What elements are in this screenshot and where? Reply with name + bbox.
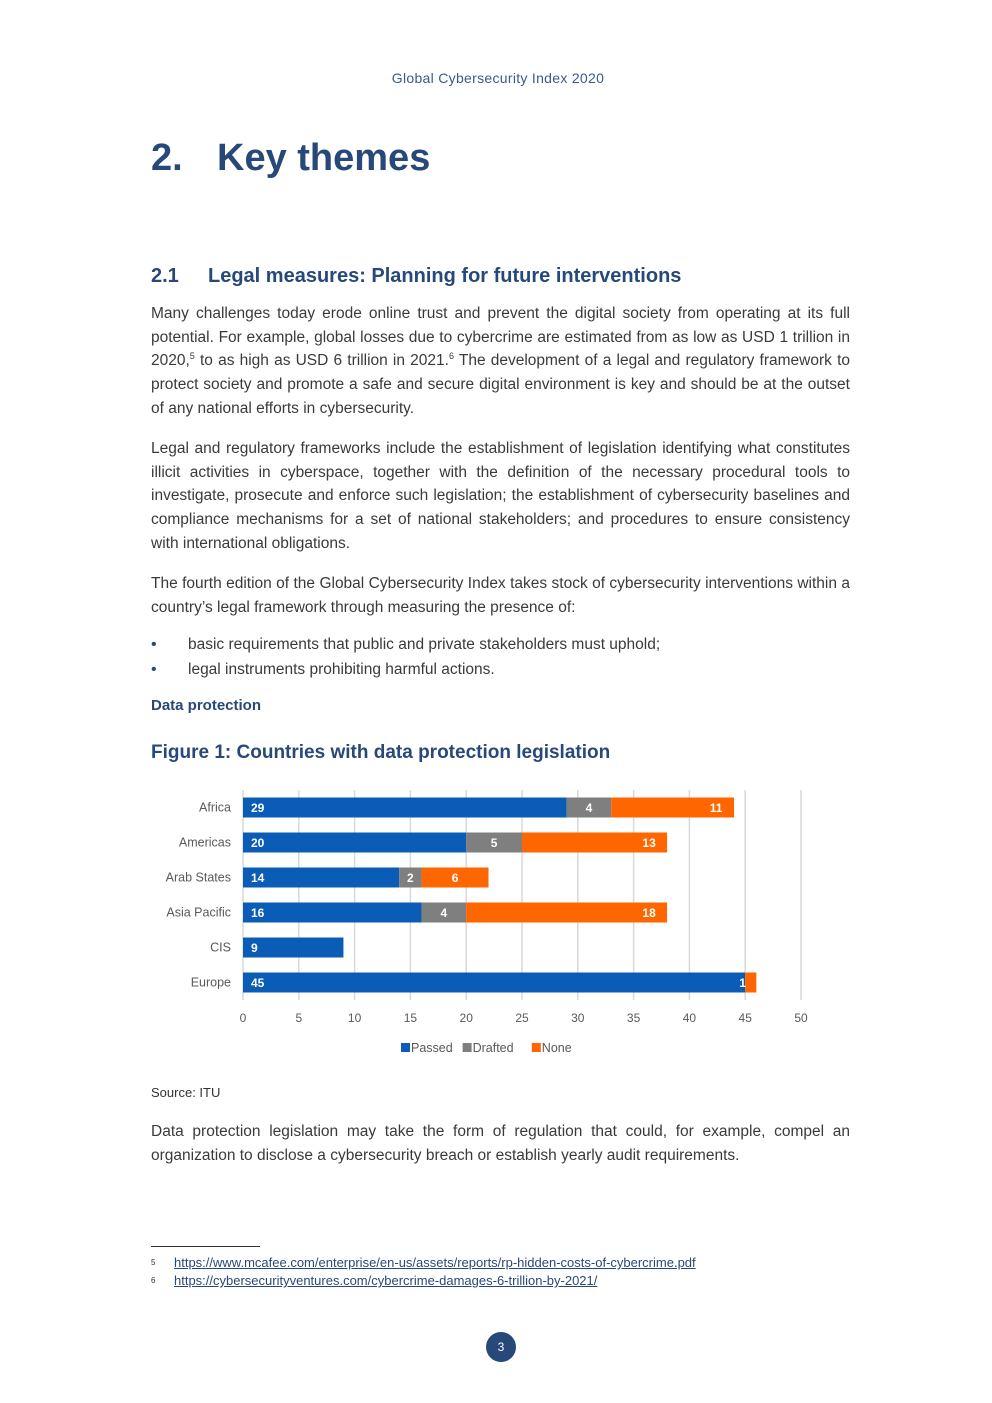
legend-label: Drafted	[472, 1041, 514, 1055]
x-tick-label: 50	[794, 1011, 808, 1025]
paragraph-2: Legal and regulatory frameworks include the establishment of legislation identifying what constitutes illicit activities in cyberspace, together with the definition of the necessary procedural tools to investigate, prosecute and enforce such legislation; the establishment of cybersecurity baselines and compliance mechanisms for a set of national stakeholders; and procedures to ensure consistency with international obligations.	[151, 440, 850, 552]
x-tick-label: 25	[515, 1011, 529, 1025]
footnote-ref-5[interactable]: 5	[189, 351, 195, 362]
bullet-icon: •	[151, 636, 157, 653]
bullet-item	[151, 657, 850, 682]
category-label: CIS	[210, 940, 231, 955]
bullet-list	[151, 632, 850, 682]
data-label: 11	[709, 801, 723, 815]
footnote-mark: 5	[151, 1258, 156, 1267]
section-number: 2.1	[151, 265, 179, 287]
data-label: 20	[251, 836, 265, 850]
x-tick-label: 35	[626, 1011, 641, 1025]
bar-segment-passed	[243, 868, 399, 888]
footnote-5	[151, 1254, 696, 1271]
subheading-data-protection: Data protection	[151, 697, 262, 714]
bar-segment-passed	[243, 903, 422, 923]
running-header: Global Cybersecurity Index 2020	[391, 70, 605, 86]
bullet-text: basic requirements that public and private stakeholders must uphold;	[188, 636, 661, 653]
data-label: 14	[251, 871, 265, 885]
x-tick-label: 15	[403, 1011, 418, 1025]
footnote-divider	[151, 1246, 260, 1247]
x-tick-label: 0	[239, 1011, 247, 1025]
x-tick-label: 20	[459, 1011, 473, 1025]
data-label: 29	[251, 801, 265, 815]
category-label: Europe	[190, 975, 231, 990]
data-label: 16	[251, 906, 265, 920]
bar-segment-passed	[243, 833, 466, 853]
data-label: 5	[490, 836, 498, 850]
paragraph-3: The fourth edition of the Global Cybersecurity Index takes stock of cybersecurity interventions within a country’s legal framework through measuring the presence of:	[151, 575, 850, 616]
chapter-number: 2.	[151, 137, 183, 179]
category-label: Asia Pacific	[166, 905, 231, 920]
bar-segment-passed	[243, 973, 745, 993]
figure-source: Source: ITU	[151, 1085, 221, 1100]
bullet-text: legal instruments prohibiting harmful actions.	[188, 661, 495, 678]
chapter-title	[151, 136, 430, 180]
data-label: 6	[451, 871, 459, 885]
bar-segment-none	[745, 973, 756, 993]
bullet-icon: •	[151, 661, 157, 678]
stacked-bar-chart	[151, 780, 831, 1070]
paragraph-1-part-b: to as high as USD 6 trillion in 2021.	[194, 352, 449, 370]
bullet-item	[151, 632, 850, 657]
footnote-mark: 6	[151, 1276, 156, 1285]
data-label: 4	[440, 906, 448, 920]
paragraph-4: Data protection legislation may take the form of regulation that could, for example, compel an organization to disclose a cybersecurity breach or establish yearly audit requirements.	[151, 1123, 850, 1164]
data-label: 9	[251, 941, 258, 955]
data-label: 1	[739, 976, 746, 990]
data-label: 45	[251, 976, 265, 990]
data-label: 13	[642, 836, 656, 850]
x-tick-label: 5	[295, 1011, 303, 1025]
data-label: 4	[585, 801, 593, 815]
legend-label: Passed	[411, 1041, 453, 1055]
page-number-badge: 3	[486, 1332, 516, 1362]
legend-swatch-passed	[401, 1043, 410, 1052]
footnote-ref-6[interactable]: 6	[448, 351, 454, 362]
x-tick-label: 40	[682, 1011, 697, 1025]
section-title	[151, 263, 681, 289]
legend-swatch-drafted	[463, 1043, 472, 1052]
figure-title: Figure 1: Countries with data protection legislation	[151, 742, 611, 763]
footnote-6	[151, 1272, 597, 1289]
paragraph-1-part-c: The development of a legal and regulatory framework to protect society and promote a safe and secure digital environment is key and should be at the outset of any national efforts in cybersecurity.	[151, 352, 850, 417]
category-label: Americas	[178, 835, 231, 850]
data-label: 18	[642, 906, 656, 920]
bar-segment-passed	[243, 938, 343, 958]
x-tick-label: 10	[347, 1011, 362, 1025]
x-tick-label: 45	[738, 1011, 752, 1025]
data-label: 2	[407, 871, 414, 885]
bar-segment-passed	[243, 798, 567, 818]
category-label: Africa	[199, 800, 231, 815]
x-tick-label: 30	[571, 1011, 585, 1025]
section-title-text: Legal measures: Planning for future interventions	[208, 265, 682, 287]
legend-swatch-none	[532, 1043, 541, 1052]
paragraph-1-part-a: Many challenges today erode online trust and prevent the digital society from operating at its full potential. For example, global losses due to cybercrime are estimated from as low as USD 1 trillion in 2020,	[151, 305, 850, 370]
bar-segment-none	[466, 903, 667, 923]
category-label: Arab States	[165, 870, 231, 885]
footnote-link-cybersecurityventures[interactable]: https://cybersecurityventures.com/cybercrime-damages-6-trillion-by-2021/	[174, 1273, 598, 1288]
footnote-link-mcafee[interactable]: https://www.mcafee.com/enterprise/en-us/assets/reports/rp-hidden-costs-of-cybercrime.pdf	[174, 1255, 696, 1270]
legend-label: None	[541, 1041, 572, 1055]
chapter-title-text: Key themes	[217, 137, 431, 179]
paragraph-1	[151, 302, 850, 421]
